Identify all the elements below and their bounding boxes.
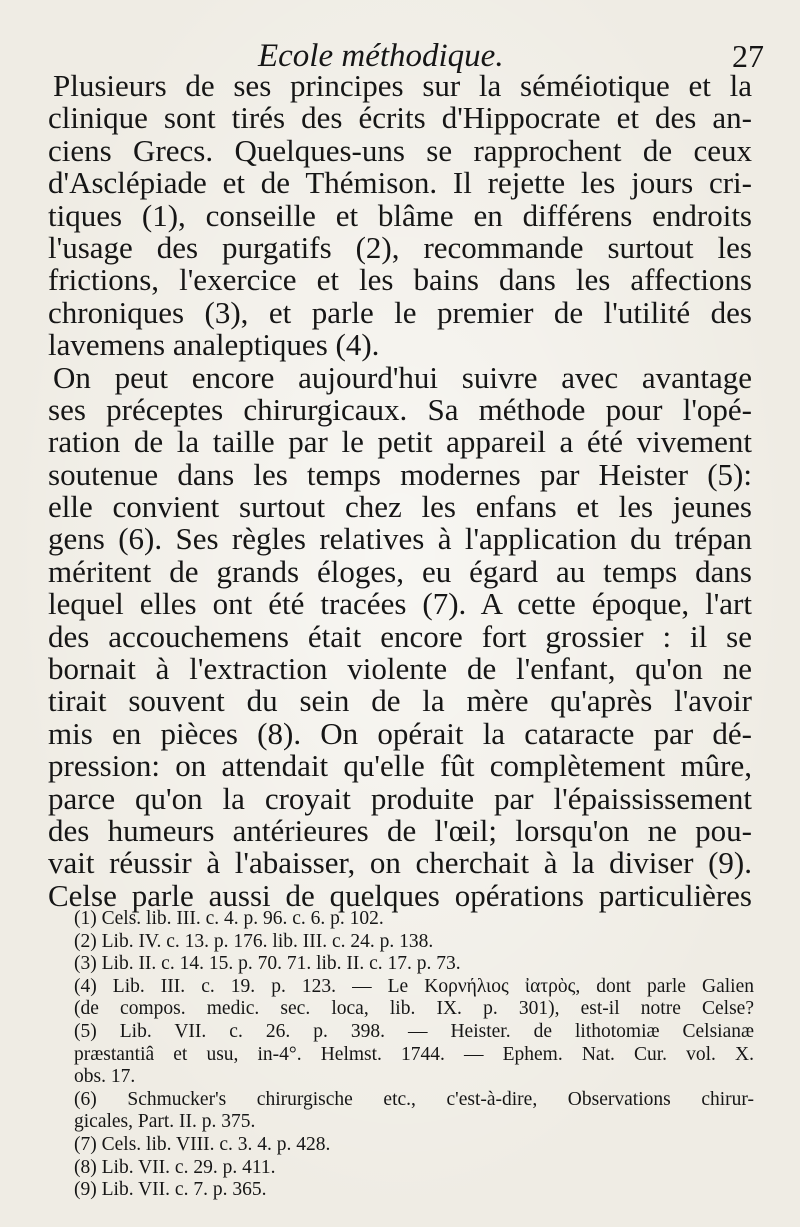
body-line: pression: on attendait qu'elle fût complètement mûre, (48, 748, 752, 784)
footnote: (1) Cels. lib. III. c. 4. p. 96. c. 6. p. 102. (74, 908, 384, 929)
body-line: vait réussir à l'abaisser, on cherchait à la diviser (9). (48, 845, 752, 881)
body-line: On peut encore aujourd'hui suivre avec avantage (53, 359, 752, 395)
footnote: (2) Lib. IV. c. 13. p. 176. lib. III. c. 24. p. 138. (74, 930, 434, 952)
footnote: (8) Lib. VII. c. 29. p. 411. (74, 1156, 276, 1178)
body-line: d'Asclépiade et de Thémison. Il rejette les jours cri- (48, 165, 752, 201)
body-line: frictions, l'exercice et les bains dans les affections (48, 262, 752, 298)
body-line: tiques (1), conseille et blâme en différens endroits (48, 197, 752, 233)
footnote-continuation: (de compos. medic. sec. loca, lib. IX. p. 301), est-il notre Celse? (74, 998, 754, 1020)
body-line: méritent de grands éloges, eu égard au temps dans (48, 553, 752, 589)
body-line: chroniques (3), et parle le premier de l'utilité des (48, 294, 752, 330)
body-line: lequel elles ont été tracées (7). A cette époque, l'art (48, 586, 752, 622)
running-head: Ecole méthodique. (258, 38, 504, 74)
page-number: 27 (732, 38, 764, 74)
body-line: des humeurs antérieures de l'œil; lorsqu'on ne pou- (48, 812, 752, 848)
body-line: mis en pièces (8). On opérait la cataracte par dé- (48, 715, 752, 751)
footnotes (74, 908, 754, 1202)
body-line: bornait à l'extraction violente de l'enfant, qu'on ne (48, 651, 752, 687)
footnote-continuation: obs. 17. (74, 1066, 136, 1088)
body-line: l'usage des purgatifs (2), recommande surtout les (48, 229, 752, 265)
body-line: Plusieurs de ses principes sur la séméiotique et la (53, 68, 752, 103)
footnote: (5) Lib. VII. c. 26. p. 398. — Heister. de lithotomiæ Celsianæ (74, 1020, 754, 1042)
body-line: lavemens analeptiques (4). (48, 327, 380, 363)
footnote: (4) Lib. III. c. 19. p. 123. — Le Κορνήλιος ἰατρὸς, dont parle Galien (74, 975, 754, 997)
body-line: clinique sont tirés des écrits d'Hippocrate et des an- (48, 100, 752, 136)
body-line: soutenue dans les temps modernes par Heister (5): (48, 456, 752, 492)
footnote: (3) Lib. II. c. 14. 15. p. 70. 71. lib. II. c. 17. p. 73. (74, 953, 461, 975)
body-line: des accouchemens était encore fort grossier : il se (48, 618, 752, 654)
body-line: tirait souvent du sein de la mère qu'après l'avoir (48, 683, 752, 719)
footnote-continuation: gicales, Part. II. p. 375. (74, 1111, 256, 1133)
body-line: parce qu'on la croyait produite par l'épaississement (48, 780, 752, 816)
footnote-continuation: præstantiâ et usu, in-4°. Helmst. 1744. — Ephem. Nat. Cur. vol. X. (74, 1043, 754, 1065)
body-line: Celse parle aussi de quelques opérations particulières (48, 877, 752, 913)
body-line: ration de la taille par le petit appareil a été vivement (48, 424, 752, 460)
body-line: gens (6). Ses règles relatives à l'application du trépan (48, 521, 752, 557)
footnote: (6) Schmucker's chirurgische etc., c'est-à-dire, Observations chirur- (74, 1088, 754, 1110)
footnote: (9) Lib. VII. c. 7. p. 365. (74, 1179, 267, 1201)
body-line: elle convient surtout chez les enfans et les jeunes (48, 489, 752, 525)
body-line: ciens Grecs. Quelques-uns se rapprochent de ceux (48, 132, 752, 168)
body-line: ses préceptes chirurgicaux. Sa méthode pour l'opé- (48, 391, 752, 427)
footnote: (7) Cels. lib. VIII. c. 3. 4. p. 428. (74, 1133, 331, 1155)
body-text (48, 70, 752, 912)
